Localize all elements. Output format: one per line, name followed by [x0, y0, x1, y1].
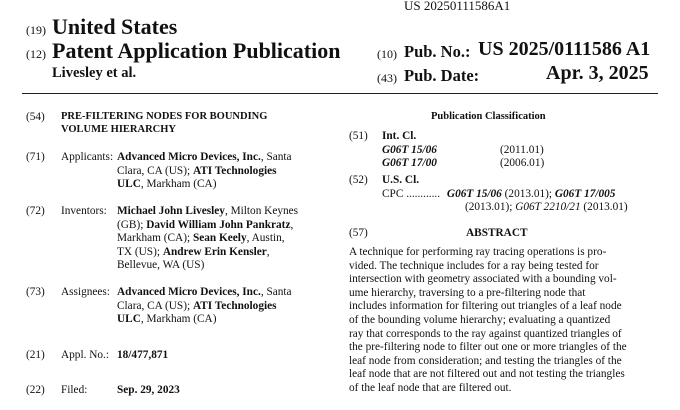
inid-code-21: (21) — [26, 349, 45, 361]
inventors-line-5: Bellevue, WA (US) — [117, 259, 205, 271]
cpc-label: CPC — [382, 188, 404, 200]
pub-date-label: Pub. Date: — [404, 66, 480, 85]
filed-value: Sep. 29, 2023 — [117, 384, 180, 396]
inventor-short: Livesley et al. — [52, 65, 137, 81]
int-cl-label: Int. Cl. — [382, 130, 417, 142]
cpc-code-2: G06T 17/005 — [554, 188, 616, 200]
abstract-heading: ABSTRACT — [466, 227, 528, 239]
applicants-line-1 — [117, 151, 292, 165]
inid-code-71: (71) — [26, 151, 45, 163]
inventors-line-2 — [117, 219, 293, 233]
pub-no-value: US 2025/0111586 A1 — [478, 38, 651, 60]
abstract-line: ume hierarchy, traversing to a pre-filtering node that — [349, 286, 586, 299]
title-line-2: VOLUME HIERARCHY — [61, 124, 177, 135]
cpc-line-2 — [465, 201, 628, 213]
inid-code-43: (43) — [377, 71, 397, 85]
cpc-line-1 — [382, 188, 615, 200]
appl-no-label: Appl. No.: — [61, 349, 110, 361]
cpc-code-1: G06T 15/06 — [446, 188, 502, 200]
applicant-ati-loc: , Markham (CA) — [140, 178, 217, 190]
assignees-line-3 — [117, 313, 216, 327]
inventor-1-name: Michael John Livesley — [117, 205, 225, 217]
applicant-ati-ulc: ULC — [117, 178, 141, 190]
appl-no-value: 18/477,871 — [117, 349, 169, 361]
applicant-ati: ATI Technologies — [192, 165, 277, 177]
inid-code-57: (57) — [349, 227, 368, 239]
applicants-line-2 — [117, 165, 277, 179]
cpc-date-2: (2013.01); — [465, 201, 516, 213]
applicants-line-3 — [117, 178, 216, 192]
inid-code-12: (12) — [26, 47, 46, 61]
inventor-4-name: Andrew Erin Kensler — [162, 246, 267, 258]
abstract-line: intersection with geometry associated with a bounding vol- — [349, 273, 617, 286]
inid-code-51: (51) — [349, 130, 368, 142]
assignee-ati-ulc: ULC — [117, 313, 141, 325]
inventor-3-country: TX (US); — [117, 246, 163, 258]
inid-code-72: (72) — [26, 205, 45, 217]
int-cl-code-1: G06T 15/06 — [382, 144, 437, 156]
assignees-line-2 — [117, 300, 277, 314]
inventor-1-loc: , Milton Keynes — [224, 205, 299, 217]
inventors-line-4 — [117, 246, 270, 260]
inventors-line-1 — [117, 205, 298, 219]
inventor-2-loc: Markham (CA); — [117, 232, 193, 244]
assignees-line-1 — [117, 286, 292, 300]
pub-no-label: Pub. No.: — [404, 42, 471, 61]
top-publication-number: US 20250111586A1 — [404, 0, 511, 13]
assignee-amd-loc: , Santa — [260, 286, 292, 298]
applicant-amd: Advanced Micro Devices, Inc. — [117, 151, 261, 163]
cpc-date-3: (2013.01) — [580, 201, 628, 213]
applicant-amd-loc: , Santa — [260, 151, 292, 163]
inventors-line-3 — [117, 232, 285, 246]
inid-code-10: (10) — [377, 47, 397, 61]
assignees-label: Assignees: — [61, 286, 110, 298]
assignee-amd-loc-2: Clara, CA (US); — [117, 300, 193, 312]
abstract-line: vided. The technique includes for a ray being tested for — [349, 259, 599, 272]
pub-date-value: Apr. 3, 2025 — [546, 62, 649, 84]
inventor-4-sep: , — [266, 246, 270, 258]
abstract-line: the pre-filtering node to filter out one or more triangles of the — [349, 341, 627, 354]
inventor-1-country: (GB); — [117, 219, 147, 231]
applicant-amd-loc-2: Clara, CA (US); — [117, 165, 193, 177]
abstract-line: of the leaf node that are filtered out. — [349, 381, 512, 394]
inventor-3-loc: , Austin, — [246, 232, 285, 244]
cpc-code-3: G06T 2210/21 — [515, 201, 581, 213]
inid-code-52: (52) — [349, 174, 368, 186]
title-line-1: PRE-FILTERING NODES FOR BOUNDING — [61, 111, 268, 122]
assignee-ati: ATI Technologies — [192, 300, 277, 312]
int-cl-date-1: (2011.01) — [500, 144, 544, 156]
inid-code-73: (73) — [26, 286, 45, 298]
country-name: United States — [52, 14, 178, 39]
inventor-2-sep: , — [290, 219, 294, 231]
abstract-text — [349, 246, 645, 396]
abstract-line: ray that corresponds to the ray against quantized triangles of — [349, 327, 622, 340]
inventor-2-name: David William John Pankratz — [146, 219, 291, 231]
header-rule — [22, 93, 658, 94]
assignee-amd: Advanced Micro Devices, Inc. — [117, 286, 261, 298]
document-type: Patent Application Publication — [52, 38, 341, 63]
abstract-line: includes information for filtering out triangles of a leaf node — [349, 300, 622, 313]
inventor-3-name: Sean Keely — [192, 232, 247, 244]
abstract-line: of the bounding volume hierarchy; evaluating a quantized — [349, 313, 611, 326]
int-cl-code-2: G06T 17/00 — [382, 157, 437, 169]
cpc-date-1: (2013.01); — [501, 188, 555, 200]
pub-class-heading: Publication Classification — [431, 111, 546, 122]
int-cl-date-2: (2006.01) — [500, 157, 545, 169]
cpc-dots: ............ — [406, 188, 441, 200]
inventors-label: Inventors: — [61, 205, 107, 217]
abstract-line: leaf node that are not filtered out and not testing the triangles — [349, 368, 625, 381]
inid-code-22: (22) — [26, 384, 45, 396]
filed-label: Filed: — [61, 384, 88, 396]
applicants-label: Applicants: — [61, 151, 114, 163]
us-cl-label: U.S. Cl. — [382, 174, 420, 186]
assignee-ati-loc: , Markham (CA) — [140, 313, 217, 325]
abstract-line: leaf node from consideration; and testing the triangles of the — [349, 354, 622, 367]
inid-code-19: (19) — [26, 23, 46, 37]
inid-code-54: (54) — [26, 111, 45, 123]
abstract-line: A technique for performing ray tracing operations is pro- — [349, 246, 607, 258]
